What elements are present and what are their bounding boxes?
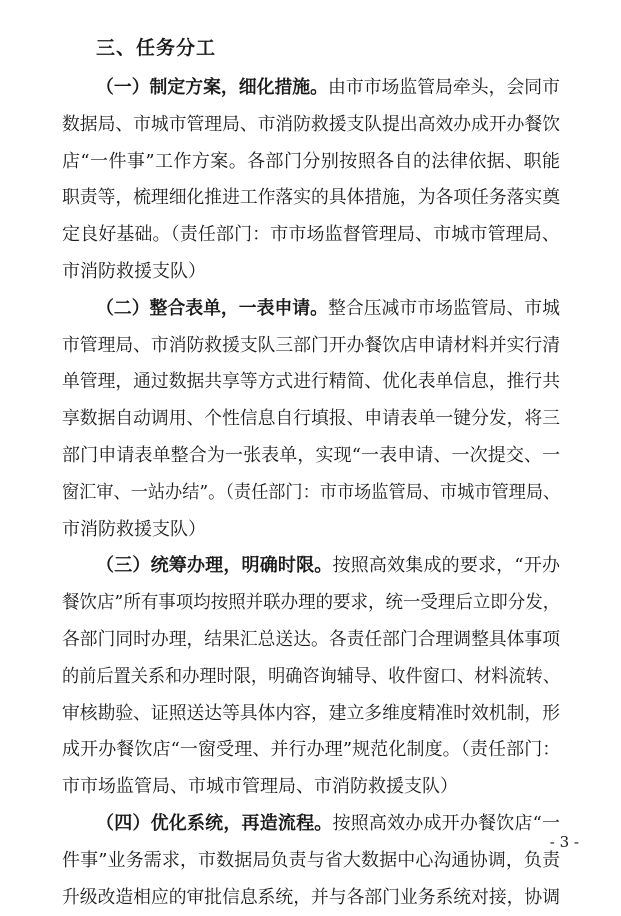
paragraph-line [62, 585, 560, 621]
paragraph-text: 市市场监管局、市城市管理局、市消防救援支队） [62, 776, 458, 798]
paragraph-line [62, 769, 458, 805]
paragraph-text: 窗汇审、一站办结”。（责任部门：市市场监管局、市城市管理局、 [62, 481, 561, 503]
paragraph-line [62, 217, 560, 253]
paragraph-text: 定良好基础。（责任部门：市市场监督管理局、市城市管理局、 [62, 224, 560, 246]
paragraph-text: 审核勘验、证照送达等具体内容，建立多维度精准时效机制，形 [62, 702, 560, 724]
paragraph-line [96, 291, 560, 327]
paragraph-line [62, 180, 560, 216]
paragraph-line [62, 364, 560, 400]
paragraph-text: 市管理局、市消防救援支队三部门开办餐饮店申请材料并实行清 [62, 334, 560, 356]
paragraph-line [62, 512, 206, 548]
paragraph-text: 数据局、市城市管理局、市消防救援支队提出高效办成开办餐饮 [62, 113, 560, 135]
paragraph-text: 按照高效办成开办餐饮店“一 [332, 813, 561, 834]
paragraph-line [62, 622, 560, 658]
paragraph-line [96, 70, 560, 106]
paragraph-line [62, 144, 560, 180]
paragraph-text: 各部门同时办理，结果汇总送达。各责任部门合理调整具体事项 [62, 629, 560, 650]
paragraph-line [62, 659, 560, 695]
paragraph-text: 整合压减市市场监管局、市城 [328, 297, 560, 319]
paragraph-line [62, 254, 206, 290]
paragraph-line [62, 475, 560, 511]
paragraph-text: 部门申请表单整合为一张表单，实现“一表申请、一次提交、一 [62, 445, 561, 466]
paragraph-line [96, 548, 560, 584]
paragraph-line [62, 696, 560, 732]
paragraph-line [62, 401, 560, 437]
paragraph-text: 店“一件事”工作方案。各部门分别按照各自的法律依据、职能 [62, 150, 561, 172]
paragraph-text: 职责等，梳理细化推进工作落实的具体措施，为各项任务落实奠 [62, 187, 560, 209]
paragraph-text: 单管理，通过数据共享等方式进行精简、优化表单信息，推行共 [62, 371, 560, 393]
paragraph-text: 件事”业务需求，市数据局负责与省大数据中心沟通协调，负责 [62, 849, 561, 871]
paragraph-lead: （四）优化系统，再造流程。 [96, 813, 333, 834]
paragraph-line [96, 806, 560, 842]
paragraph-line [62, 880, 560, 916]
paragraph-line [62, 328, 560, 364]
paragraph-text: 的前后置关系和办理时限，明确咨询辅导、收件窗口、材料流转、 [62, 665, 560, 687]
paragraph-line [62, 107, 560, 143]
paragraph-text: 市消防救援支队） [62, 261, 206, 282]
paragraph-lead: （三）统筹办理，明确时限。 [96, 555, 333, 577]
paragraph-text: 升级改造相应的审批信息系统，并与各部门业务系统对接，协调 [62, 886, 560, 908]
paragraph-lead: （一）制定方案，细化措施。 [96, 77, 328, 98]
page-number: - 3 - [549, 833, 579, 851]
paragraph-line [62, 843, 560, 879]
paragraph-text: 市消防救援支队） [62, 518, 206, 540]
paragraph-text: 餐饮店”所有事项均按照并联办理的要求，统一受理后立即分发， [62, 592, 561, 614]
paragraph-line [62, 732, 560, 768]
paragraph-text: 按照高效集成的要求，“开办 [332, 555, 561, 577]
section-heading: 三、任务分工 [96, 37, 217, 59]
paragraph-line [62, 438, 560, 474]
paragraph-lead: （二）整合表单，一表申请。 [96, 297, 328, 319]
paragraph-text: 享数据自动调用、个性信息自行填报、申请表单一键分发，将三 [62, 408, 560, 430]
paragraph-text: 由市市场监管局牵头，会同市 [328, 77, 560, 98]
paragraph-text: 成开办餐饮店“一窗受理、并行办理”规范化制度。（责任部门： [62, 739, 561, 761]
